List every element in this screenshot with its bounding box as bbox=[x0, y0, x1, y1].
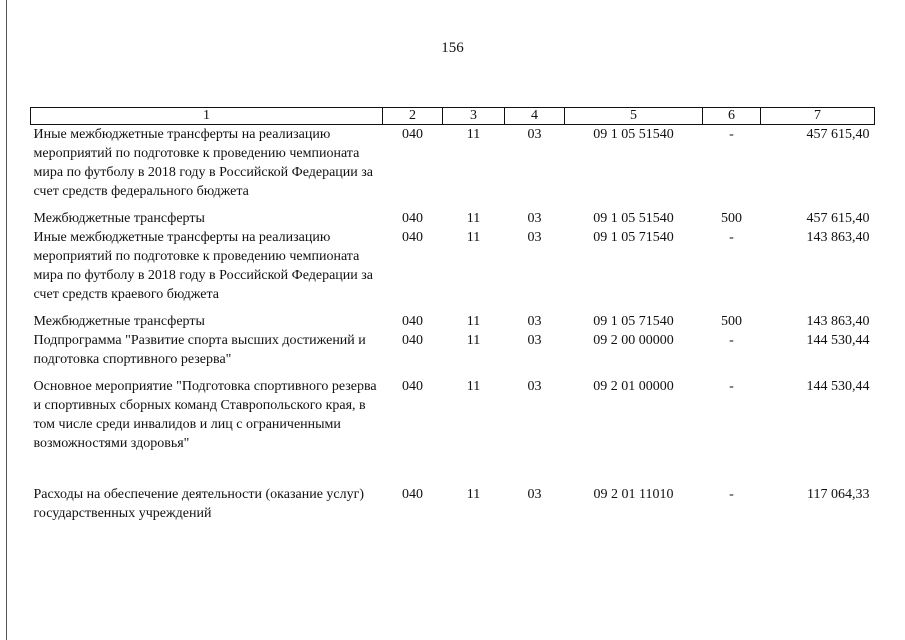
cell-subsection: 03 bbox=[527, 314, 542, 329]
cell-expense-type: - bbox=[729, 333, 734, 348]
table-row bbox=[31, 377, 875, 485]
cell-section: 11 bbox=[466, 487, 481, 502]
cell-expense-type: 500 bbox=[721, 314, 742, 329]
cell-expense-type: - bbox=[729, 127, 734, 142]
cell-ministry-code: 040 bbox=[402, 487, 423, 502]
row-name: Подпрограмма "Развитие спорта высших достижений и подготовка спортивного резерва" bbox=[33, 333, 366, 367]
cell-section: 11 bbox=[466, 379, 481, 394]
cell-target-article: 09 1 05 71540 bbox=[593, 314, 674, 329]
page-left-edge bbox=[6, 0, 7, 640]
cell-subsection: 03 bbox=[527, 230, 542, 245]
cell-amount: 144 530,44 bbox=[806, 379, 870, 394]
column-header: 3 bbox=[443, 108, 505, 125]
cell-amount: 117 064,33 bbox=[807, 487, 870, 502]
cell-target-article: 09 2 01 00000 bbox=[593, 379, 674, 394]
cell-section: 11 bbox=[466, 230, 481, 245]
cell-amount: 143 863,40 bbox=[806, 230, 870, 245]
row-name: Иные межбюджетные трансферты на реализацию мероприятий по подготовке к проведению чемпионата мира по футболу в 2018 году в Российской Федерации за счет средств краевого бюджета bbox=[33, 230, 374, 302]
cell-subsection: 03 bbox=[527, 333, 542, 348]
table-row bbox=[31, 228, 875, 312]
cell-ministry-code: 040 bbox=[402, 314, 423, 329]
table-row bbox=[31, 312, 875, 331]
table-row bbox=[31, 331, 875, 377]
row-name: Основное мероприятие "Подготовка спортивного резерва и спортивных сборных команд Ставропольского края, в том числе среди инвалидов и лиц с ограниченными возможностями здоровья" bbox=[33, 379, 377, 451]
cell-target-article: 09 1 05 51540 bbox=[593, 211, 674, 226]
cell-target-article: 09 2 01 11010 bbox=[593, 487, 674, 502]
cell-target-article: 09 1 05 71540 bbox=[593, 230, 674, 245]
column-header: 4 bbox=[505, 108, 565, 125]
row-name: Межбюджетные трансферты bbox=[33, 314, 205, 329]
cell-expense-type: 500 bbox=[721, 211, 742, 226]
row-name: Расходы на обеспечение деятельности (оказание услуг) государственных учреждений bbox=[33, 487, 365, 521]
table-row bbox=[31, 485, 875, 531]
cell-expense-type: - bbox=[729, 230, 734, 245]
table-row bbox=[31, 125, 875, 210]
cell-subsection: 03 bbox=[527, 211, 542, 226]
column-header: 1 bbox=[31, 108, 383, 125]
cell-target-article: 09 2 00 00000 bbox=[593, 333, 674, 348]
cell-section: 11 bbox=[466, 211, 481, 226]
cell-expense-type: - bbox=[729, 379, 734, 394]
cell-target-article: 09 1 05 51540 bbox=[593, 127, 674, 142]
cell-subsection: 03 bbox=[527, 127, 542, 142]
cell-section: 11 bbox=[466, 314, 481, 329]
cell-ministry-code: 040 bbox=[402, 230, 423, 245]
cell-amount: 457 615,40 bbox=[806, 211, 870, 226]
column-header: 5 bbox=[565, 108, 703, 125]
cell-expense-type: - bbox=[729, 487, 734, 502]
row-name: Иные межбюджетные трансферты на реализацию мероприятий по подготовке к проведению чемпионата мира по футболу в 2018 году в Российской Федерации за счет средств федерального бюджета bbox=[33, 127, 374, 199]
budget-table bbox=[30, 107, 875, 531]
page-number: 156 bbox=[441, 40, 464, 56]
cell-section: 11 bbox=[466, 127, 481, 142]
column-header: 7 bbox=[761, 108, 875, 125]
column-header: 2 bbox=[383, 108, 443, 125]
column-header: 6 bbox=[703, 108, 761, 125]
cell-ministry-code: 040 bbox=[402, 379, 423, 394]
cell-subsection: 03 bbox=[527, 487, 542, 502]
row-name: Межбюджетные трансферты bbox=[33, 211, 205, 226]
cell-ministry-code: 040 bbox=[402, 333, 423, 348]
cell-ministry-code: 040 bbox=[402, 211, 423, 226]
cell-amount: 144 530,44 bbox=[806, 333, 870, 348]
table-header-row bbox=[31, 108, 875, 125]
cell-ministry-code: 040 bbox=[402, 127, 423, 142]
table-row bbox=[31, 209, 875, 228]
cell-subsection: 03 bbox=[527, 379, 542, 394]
cell-amount: 457 615,40 bbox=[806, 127, 870, 142]
cell-section: 11 bbox=[466, 333, 481, 348]
cell-amount: 143 863,40 bbox=[806, 314, 870, 329]
